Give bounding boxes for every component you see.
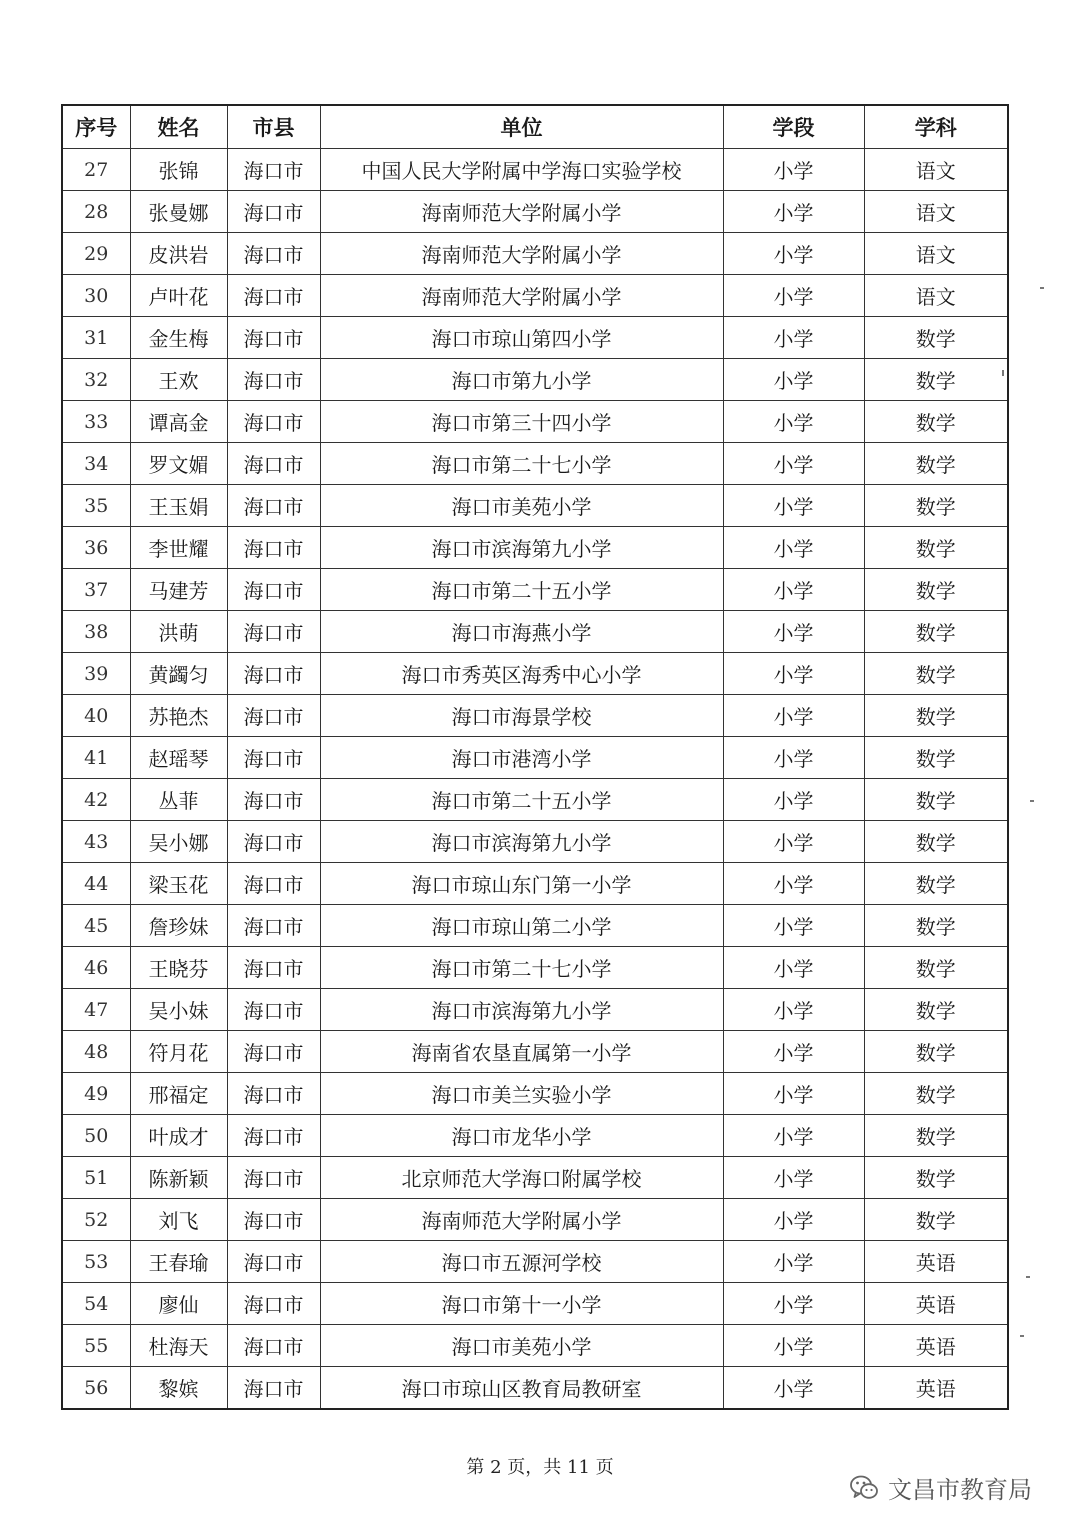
cell-unit: 海口市滨海第九小学 <box>320 989 723 1031</box>
cell-subject: 语文 <box>864 149 1008 191</box>
cell-stage: 小学 <box>723 275 864 317</box>
table-row <box>62 191 1008 233</box>
cell-stage: 小学 <box>723 359 864 401</box>
cell-serial: 55 <box>62 1325 130 1367</box>
cell-stage: 小学 <box>723 821 864 863</box>
table-row <box>62 401 1008 443</box>
cell-city: 海口市 <box>227 401 320 443</box>
cell-name: 赵瑶琴 <box>130 737 227 779</box>
table-row <box>62 1199 1008 1241</box>
cell-city: 海口市 <box>227 695 320 737</box>
cell-stage: 小学 <box>723 569 864 611</box>
cell-name: 张锦 <box>130 149 227 191</box>
cell-name: 马建芳 <box>130 569 227 611</box>
cell-stage: 小学 <box>723 1367 864 1410</box>
scan-speck <box>1040 287 1044 289</box>
cell-serial: 52 <box>62 1199 130 1241</box>
cell-city: 海口市 <box>227 1157 320 1199</box>
cell-unit: 海口市第九小学 <box>320 359 723 401</box>
cell-name: 符月花 <box>130 1031 227 1073</box>
cell-unit: 海口市第二十七小学 <box>320 947 723 989</box>
table-row <box>62 779 1008 821</box>
header-name: 姓名 <box>130 105 227 149</box>
cell-city: 海口市 <box>227 275 320 317</box>
cell-name: 李世耀 <box>130 527 227 569</box>
cell-stage: 小学 <box>723 863 864 905</box>
cell-city: 海口市 <box>227 1283 320 1325</box>
cell-subject: 数学 <box>864 1157 1008 1199</box>
table-row <box>62 485 1008 527</box>
cell-serial: 49 <box>62 1073 130 1115</box>
table-row <box>62 863 1008 905</box>
table-row <box>62 149 1008 191</box>
cell-stage: 小学 <box>723 947 864 989</box>
cell-subject: 数学 <box>864 359 1008 401</box>
cell-serial: 54 <box>62 1283 130 1325</box>
cell-subject: 英语 <box>864 1283 1008 1325</box>
table-row <box>62 317 1008 359</box>
cell-serial: 29 <box>62 233 130 275</box>
cell-subject: 数学 <box>864 695 1008 737</box>
cell-serial: 28 <box>62 191 130 233</box>
cell-name: 王玉娟 <box>130 485 227 527</box>
cell-city: 海口市 <box>227 191 320 233</box>
table-row <box>62 1073 1008 1115</box>
cell-stage: 小学 <box>723 1073 864 1115</box>
cell-serial: 42 <box>62 779 130 821</box>
cell-name: 陈新颖 <box>130 1157 227 1199</box>
table-row <box>62 275 1008 317</box>
cell-unit: 海口市第二十七小学 <box>320 443 723 485</box>
cell-city: 海口市 <box>227 149 320 191</box>
watermark-text: 文昌市教育局 <box>888 1476 1032 1504</box>
cell-serial: 46 <box>62 947 130 989</box>
scan-speck <box>1002 370 1004 376</box>
cell-serial: 37 <box>62 569 130 611</box>
cell-city: 海口市 <box>227 821 320 863</box>
cell-stage: 小学 <box>723 191 864 233</box>
cell-name: 丛菲 <box>130 779 227 821</box>
cell-subject: 数学 <box>864 443 1008 485</box>
cell-city: 海口市 <box>227 863 320 905</box>
cell-unit: 海口市海景学校 <box>320 695 723 737</box>
cell-name: 苏艳杰 <box>130 695 227 737</box>
cell-subject: 数学 <box>864 527 1008 569</box>
cell-subject: 数学 <box>864 1115 1008 1157</box>
cell-stage: 小学 <box>723 611 864 653</box>
cell-name: 梁玉花 <box>130 863 227 905</box>
cell-stage: 小学 <box>723 737 864 779</box>
cell-name: 王欢 <box>130 359 227 401</box>
cell-serial: 51 <box>62 1157 130 1199</box>
scan-speck <box>1020 1335 1024 1337</box>
table-row <box>62 569 1008 611</box>
cell-name: 皮洪岩 <box>130 233 227 275</box>
table-row <box>62 443 1008 485</box>
cell-subject: 数学 <box>864 947 1008 989</box>
cell-serial: 32 <box>62 359 130 401</box>
cell-unit: 海南省农垦直属第一小学 <box>320 1031 723 1073</box>
table-row <box>62 1157 1008 1199</box>
cell-serial: 27 <box>62 149 130 191</box>
cell-serial: 47 <box>62 989 130 1031</box>
cell-unit: 海口市美苑小学 <box>320 485 723 527</box>
cell-subject: 语文 <box>864 275 1008 317</box>
header-stage: 学段 <box>723 105 864 149</box>
cell-subject: 语文 <box>864 233 1008 275</box>
cell-city: 海口市 <box>227 233 320 275</box>
cell-unit: 海口市美兰实验小学 <box>320 1073 723 1115</box>
header-serial: 序号 <box>62 105 130 149</box>
cell-city: 海口市 <box>227 1073 320 1115</box>
cell-city: 海口市 <box>227 989 320 1031</box>
cell-city: 海口市 <box>227 443 320 485</box>
cell-serial: 41 <box>62 737 130 779</box>
cell-city: 海口市 <box>227 1325 320 1367</box>
cell-name: 邢福定 <box>130 1073 227 1115</box>
cell-stage: 小学 <box>723 443 864 485</box>
cell-unit: 海口市秀英区海秀中心小学 <box>320 653 723 695</box>
cell-unit: 海口市美苑小学 <box>320 1325 723 1367</box>
scan-speck <box>1026 1276 1030 1278</box>
table-row <box>62 821 1008 863</box>
cell-stage: 小学 <box>723 1241 864 1283</box>
watermark <box>848 1470 1032 1505</box>
cell-serial: 53 <box>62 1241 130 1283</box>
cell-unit: 海口市第十一小学 <box>320 1283 723 1325</box>
cell-name: 王晓芬 <box>130 947 227 989</box>
cell-serial: 44 <box>62 863 130 905</box>
cell-unit: 海口市港湾小学 <box>320 737 723 779</box>
table-row <box>62 1367 1008 1410</box>
cell-name: 张曼娜 <box>130 191 227 233</box>
cell-name: 刘飞 <box>130 1199 227 1241</box>
cell-name: 罗文媚 <box>130 443 227 485</box>
cell-unit: 北京师范大学海口附属学校 <box>320 1157 723 1199</box>
cell-city: 海口市 <box>227 947 320 989</box>
cell-name: 叶成才 <box>130 1115 227 1157</box>
cell-name: 吴小娜 <box>130 821 227 863</box>
table-row <box>62 905 1008 947</box>
table-row <box>62 527 1008 569</box>
cell-city: 海口市 <box>227 485 320 527</box>
table-row <box>62 737 1008 779</box>
cell-subject: 数学 <box>864 779 1008 821</box>
cell-serial: 36 <box>62 527 130 569</box>
cell-serial: 30 <box>62 275 130 317</box>
cell-stage: 小学 <box>723 1283 864 1325</box>
cell-stage: 小学 <box>723 695 864 737</box>
cell-city: 海口市 <box>227 1115 320 1157</box>
table-row <box>62 989 1008 1031</box>
cell-serial: 35 <box>62 485 130 527</box>
cell-city: 海口市 <box>227 1241 320 1283</box>
cell-unit: 海口市第二十五小学 <box>320 779 723 821</box>
cell-unit: 海口市第三十四小学 <box>320 401 723 443</box>
cell-serial: 39 <box>62 653 130 695</box>
cell-city: 海口市 <box>227 905 320 947</box>
table-header-row <box>62 105 1008 149</box>
cell-serial: 34 <box>62 443 130 485</box>
cell-subject: 英语 <box>864 1241 1008 1283</box>
cell-subject: 数学 <box>864 737 1008 779</box>
cell-subject: 数学 <box>864 863 1008 905</box>
cell-serial: 45 <box>62 905 130 947</box>
cell-serial: 33 <box>62 401 130 443</box>
cell-city: 海口市 <box>227 1367 320 1410</box>
cell-serial: 43 <box>62 821 130 863</box>
cell-unit: 海口市五源河学校 <box>320 1241 723 1283</box>
cell-name: 卢叶花 <box>130 275 227 317</box>
cell-stage: 小学 <box>723 527 864 569</box>
cell-name: 廖仙 <box>130 1283 227 1325</box>
cell-unit: 海口市滨海第九小学 <box>320 821 723 863</box>
cell-stage: 小学 <box>723 1199 864 1241</box>
cell-city: 海口市 <box>227 359 320 401</box>
wechat-icon <box>848 1472 880 1504</box>
cell-subject: 英语 <box>864 1367 1008 1410</box>
cell-name: 黎嫔 <box>130 1367 227 1410</box>
cell-subject: 数学 <box>864 317 1008 359</box>
cell-stage: 小学 <box>723 1031 864 1073</box>
table-row <box>62 1283 1008 1325</box>
cell-subject: 数学 <box>864 1031 1008 1073</box>
cell-unit: 海口市龙华小学 <box>320 1115 723 1157</box>
cell-subject: 语文 <box>864 191 1008 233</box>
cell-stage: 小学 <box>723 317 864 359</box>
cell-serial: 50 <box>62 1115 130 1157</box>
cell-unit: 海口市琼山第四小学 <box>320 317 723 359</box>
cell-subject: 数学 <box>864 569 1008 611</box>
table-row <box>62 695 1008 737</box>
cell-stage: 小学 <box>723 149 864 191</box>
table-row <box>62 611 1008 653</box>
cell-unit: 海南师范大学附属小学 <box>320 275 723 317</box>
cell-name: 吴小妹 <box>130 989 227 1031</box>
cell-subject: 英语 <box>864 1325 1008 1367</box>
table-row <box>62 1031 1008 1073</box>
cell-subject: 数学 <box>864 485 1008 527</box>
cell-subject: 数学 <box>864 401 1008 443</box>
cell-city: 海口市 <box>227 737 320 779</box>
cell-unit: 海口市第二十五小学 <box>320 569 723 611</box>
cell-serial: 31 <box>62 317 130 359</box>
header-subject: 学科 <box>864 105 1008 149</box>
cell-city: 海口市 <box>227 653 320 695</box>
cell-unit: 海南师范大学附属小学 <box>320 233 723 275</box>
table-row <box>62 233 1008 275</box>
cell-city: 海口市 <box>227 317 320 359</box>
cell-stage: 小学 <box>723 233 864 275</box>
cell-unit: 海口市琼山第二小学 <box>320 905 723 947</box>
cell-unit: 海南师范大学附属小学 <box>320 1199 723 1241</box>
cell-city: 海口市 <box>227 527 320 569</box>
table-row <box>62 947 1008 989</box>
cell-unit: 海口市滨海第九小学 <box>320 527 723 569</box>
table-row <box>62 1325 1008 1367</box>
cell-unit: 海口市海燕小学 <box>320 611 723 653</box>
cell-name: 洪萌 <box>130 611 227 653</box>
cell-subject: 数学 <box>864 821 1008 863</box>
cell-stage: 小学 <box>723 653 864 695</box>
cell-city: 海口市 <box>227 569 320 611</box>
cell-serial: 38 <box>62 611 130 653</box>
cell-subject: 数学 <box>864 905 1008 947</box>
table-row <box>62 1115 1008 1157</box>
cell-stage: 小学 <box>723 905 864 947</box>
cell-stage: 小学 <box>723 485 864 527</box>
table-row <box>62 359 1008 401</box>
cell-name: 谭高金 <box>130 401 227 443</box>
cell-stage: 小学 <box>723 989 864 1031</box>
cell-subject: 数学 <box>864 653 1008 695</box>
cell-city: 海口市 <box>227 1199 320 1241</box>
cell-city: 海口市 <box>227 1031 320 1073</box>
cell-unit: 海口市琼山区教育局教研室 <box>320 1367 723 1410</box>
cell-serial: 48 <box>62 1031 130 1073</box>
cell-stage: 小学 <box>723 401 864 443</box>
cell-stage: 小学 <box>723 1157 864 1199</box>
cell-serial: 40 <box>62 695 130 737</box>
cell-unit: 海南师范大学附属小学 <box>320 191 723 233</box>
page-number: 第 2 页，共 11 页 <box>466 1457 614 1478</box>
table-row <box>62 1241 1008 1283</box>
cell-name: 杜海天 <box>130 1325 227 1367</box>
roster-table <box>61 104 1009 1410</box>
cell-stage: 小学 <box>723 1325 864 1367</box>
cell-unit: 海口市琼山东门第一小学 <box>320 863 723 905</box>
cell-name: 王春瑜 <box>130 1241 227 1283</box>
cell-name: 黄蠲匀 <box>130 653 227 695</box>
cell-subject: 数学 <box>864 989 1008 1031</box>
cell-stage: 小学 <box>723 1115 864 1157</box>
cell-serial: 56 <box>62 1367 130 1410</box>
cell-subject: 数学 <box>864 1073 1008 1115</box>
cell-city: 海口市 <box>227 611 320 653</box>
header-city: 市县 <box>227 105 320 149</box>
header-unit: 单位 <box>320 105 723 149</box>
table-row <box>62 653 1008 695</box>
cell-unit: 中国人民大学附属中学海口实验学校 <box>320 149 723 191</box>
cell-stage: 小学 <box>723 779 864 821</box>
cell-subject: 数学 <box>864 611 1008 653</box>
cell-city: 海口市 <box>227 779 320 821</box>
cell-subject: 数学 <box>864 1199 1008 1241</box>
cell-name: 金生梅 <box>130 317 227 359</box>
cell-name: 詹珍妹 <box>130 905 227 947</box>
scan-speck <box>1030 800 1034 802</box>
